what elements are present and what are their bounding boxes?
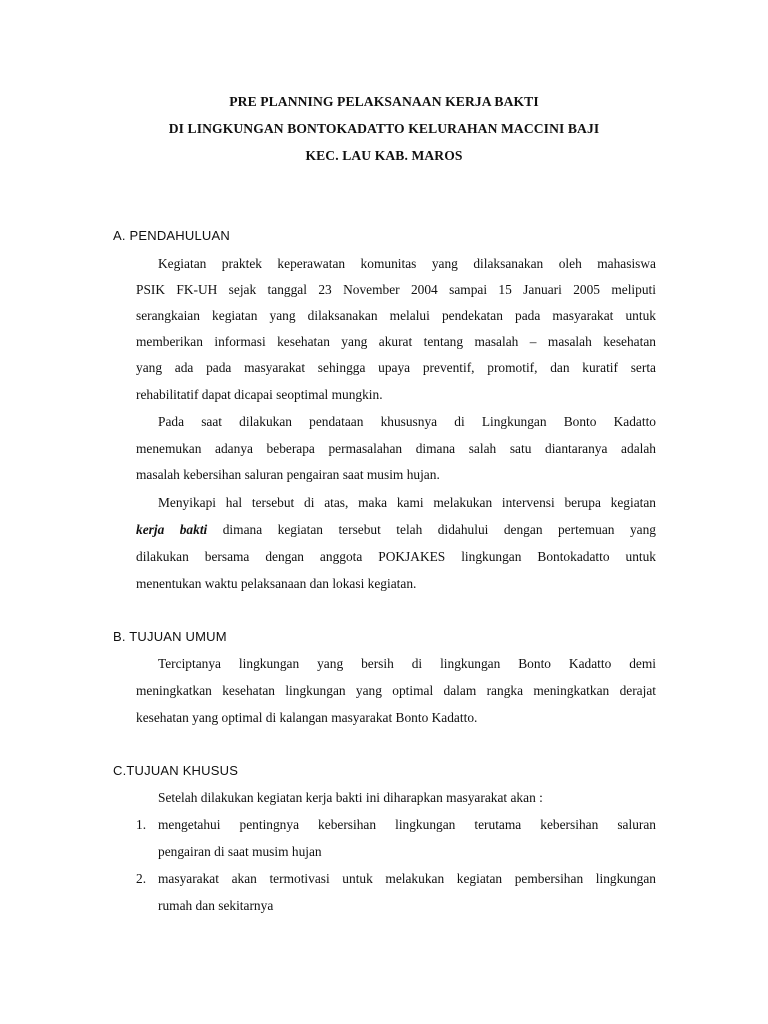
list-item-1-line-2: pengairan di saat musim hujan — [158, 844, 322, 859]
section-a-p2-line-3: masalah kebersihan saluran pengairan saat musim hujan. — [136, 467, 440, 482]
section-a-p1-line-2: PSIK FK-UH sejak tanggal 23 November 2004 sampai 15 Januari 2005 meliputi — [136, 282, 656, 297]
section-b-line-3: kesehatan yang optimal di kalangan masyarakat Bonto Kadatto. — [136, 710, 478, 725]
kerja-bakti-emphasis: kerja bakti — [136, 522, 208, 537]
section-a-p1-line-6: rehabilitatif dapat dicapai seoptimal mungkin. — [136, 387, 383, 402]
section-b-line-1: Terciptanya lingkungan yang bersih di lingkungan Bonto Kadatto demi — [158, 656, 656, 671]
section-a-p3-line-2 — [136, 522, 656, 538]
doc-title-line-2: DI LINGKUNGAN BONTOKADATTO KELURAHAN MACCINI BAJI — [168, 121, 600, 136]
section-a-p2-line-1: Pada saat dilakukan pendataan khususnya di Lingkungan Bonto Kadatto — [158, 414, 656, 429]
section-a-p3-line-4: menentukan waktu pelaksanaan dan lokasi kegiatan. — [136, 576, 417, 591]
section-b-heading: B. TUJUAN UMUM — [113, 629, 227, 644]
section-a-p3-line-3: dilakukan bersama dengan anggota POKJAKES lingkungan Bontokadatto untuk — [136, 549, 656, 564]
doc-title-line-3: KEC. LAU KAB. MAROS — [305, 148, 463, 163]
section-b-line-2: meningkatkan kesehatan lingkungan yang optimal dalam rangka meningkatkan derajat — [136, 683, 656, 698]
list-item-2-number: 2. — [136, 871, 147, 886]
section-c-intro: Setelah dilakukan kegiatan kerja bakti ini diharapkan masyarakat akan : — [158, 790, 543, 805]
section-a-p1-line-5: yang ada pada masyarakat sehingga upaya preventif, promotif, dan kuratif serta — [136, 360, 656, 375]
list-item-1-line-1: mengetahui pentingnya kebersihan lingkungan terutama kebersihan saluran — [158, 817, 656, 832]
doc-title-line-1: PRE PLANNING PELAKSANAAN KERJA BAKTI — [229, 94, 539, 109]
section-a-p2-line-2: menemukan adanya beberapa permasalahan dimana salah satu diantaranya adalah — [136, 441, 656, 456]
section-a-p3-line-1: Menyikapi hal tersebut di atas, maka kami melakukan intervensi berupa kegiatan — [158, 495, 656, 510]
section-a-p1-line-3: serangkaian kegiatan yang dilaksanakan melalui pendekatan pada masyarakat untuk — [136, 308, 656, 323]
list-item-2-line-2: rumah dan sekitarnya — [158, 898, 274, 913]
section-a-p1-line-1: Kegiatan praktek keperawatan komunitas yang dilaksanakan oleh mahasiswa — [158, 256, 656, 271]
list-item-2-line-1: masyarakat akan termotivasi untuk melakukan kegiatan pembersihan lingkungan — [158, 871, 656, 886]
list-item-1-number: 1. — [136, 817, 147, 832]
section-a-p1-line-4: memberikan informasi kesehatan yang akurat tentang masalah – masalah kesehatan — [136, 334, 656, 349]
section-a-p3-line-2-rest: dimana kegiatan tersebut telah didahului dengan pertemuan yang — [207, 522, 656, 537]
section-c-heading: C.TUJUAN KHUSUS — [113, 763, 239, 778]
section-a-heading: A. PENDAHULUAN — [113, 228, 230, 243]
